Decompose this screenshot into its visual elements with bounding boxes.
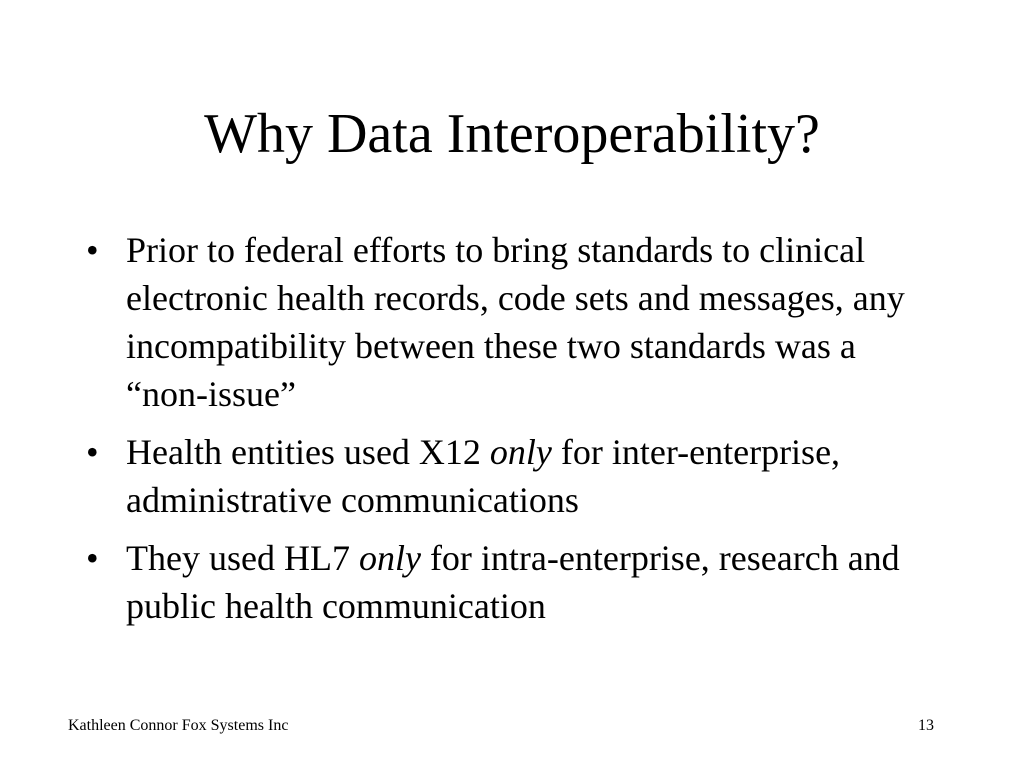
bullet-marker: • <box>86 538 99 578</box>
bullet-text-after: for inter-enterprise, administrative communications <box>126 432 841 520</box>
bullet-text-before: They used HL7 <box>126 538 359 578</box>
bullet-item <box>86 226 946 418</box>
slide-title: Why Data Interoperability? <box>204 103 820 165</box>
page-number: 13 <box>918 717 934 734</box>
bullet-marker: • <box>86 230 99 270</box>
bullet-marker: • <box>86 432 99 472</box>
bullet-emphasis: only <box>358 538 421 578</box>
bullet-text: Prior to federal efforts to bring standards to clinical electronic health records, code sets and messages, any incompatibility between these two standards was a “non-issue” <box>126 230 905 414</box>
bullet-text-after: for intra-enterprise, research and public health communication <box>126 538 900 626</box>
bullet-item <box>86 428 946 524</box>
bullet-item <box>86 534 946 630</box>
bullet-list <box>86 226 946 640</box>
bullet-text-before: Health entities used X12 <box>126 432 490 472</box>
bullet-emphasis: only <box>489 432 552 472</box>
footer-author: Kathleen Connor Fox Systems Inc <box>68 717 289 734</box>
